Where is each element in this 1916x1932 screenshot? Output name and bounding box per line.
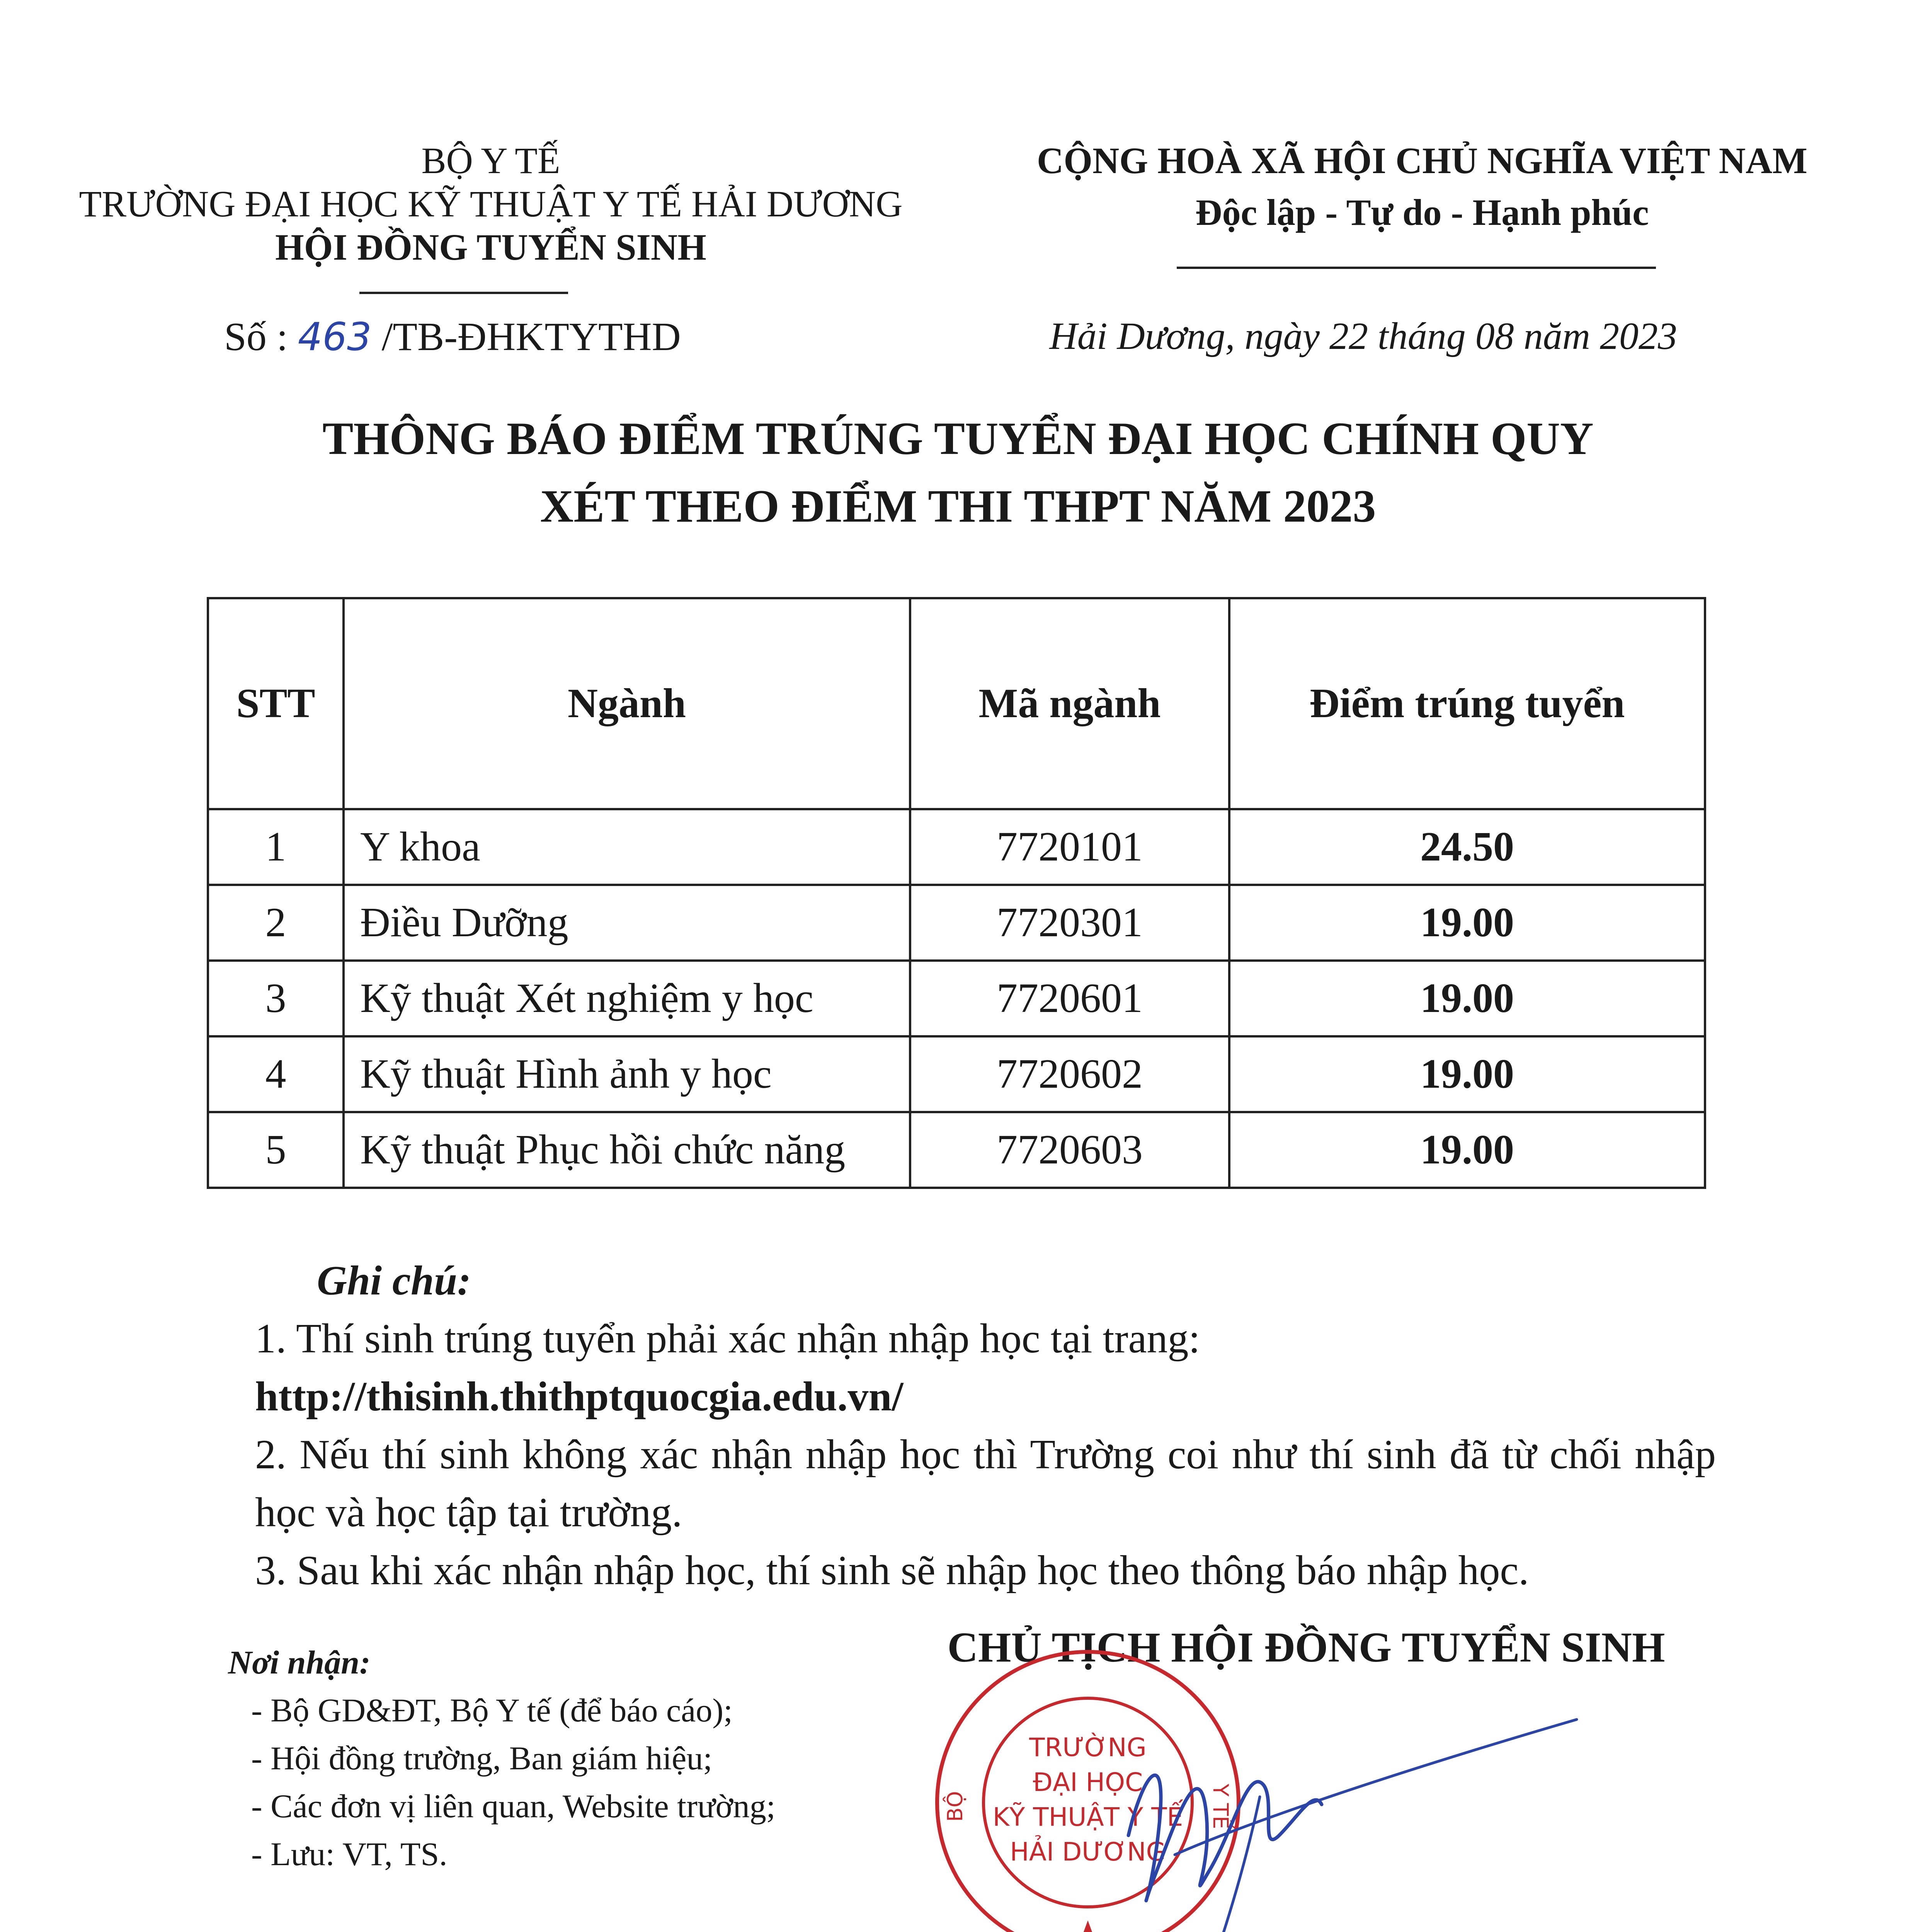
document-number-suffix: /TB-ĐHKTYTHD: [381, 315, 681, 359]
signature-stroke-tail: [1159, 1797, 1260, 1932]
row-stt: 2: [208, 885, 344, 961]
school-name: TRƯỜNG ĐẠI HỌC KỸ THUẬT Y TẾ HẢI DƯƠNG: [79, 183, 903, 224]
ministry-name: BỘ Y TẾ: [421, 140, 560, 181]
council-name: HỘI ĐỒNG TUYỂN SINH: [275, 226, 706, 268]
seal-line-3: KỸ THUẬT Y TẾ: [992, 1802, 1183, 1832]
note-3: 3. Sau khi xác nhận nhập học, thí sinh sẽ nhập học theo thông báo nhập học.: [255, 1548, 1529, 1594]
row-major-code: 7720301: [910, 885, 1229, 961]
row-major: Kỹ thuật Hình ảnh y học: [344, 1036, 910, 1112]
recipient-item: - Lưu: VT, TS.: [251, 1835, 448, 1872]
document-number-prefix: Số :: [224, 315, 288, 359]
table-row: [208, 1036, 1705, 1112]
seal-line-1: TRƯỜNG: [1029, 1733, 1147, 1762]
row-major: Y khoa: [344, 809, 910, 885]
left-header-divider: [359, 292, 568, 294]
recipient-item: - Hội đồng trường, Ban giám hiệu;: [251, 1740, 713, 1777]
row-major-code: 7720602: [910, 1036, 1229, 1112]
row-score: 19.00: [1229, 885, 1705, 961]
notes-section: [255, 1252, 1716, 1600]
signature-stroke-sweep: [1175, 1719, 1577, 1855]
row-score: 24.50: [1229, 809, 1705, 885]
header-major: Ngành: [344, 598, 910, 809]
note-1: 1. Thí sinh trúng tuyển phải xác nhận nhập học tại trang:: [255, 1316, 1200, 1362]
row-stt: 4: [208, 1036, 344, 1112]
table-row: [208, 1112, 1705, 1188]
table-row: [208, 885, 1705, 961]
row-major: Kỹ thuật Xét nghiệm y học: [344, 961, 910, 1036]
header-stt: STT: [208, 598, 344, 809]
header-score: Điểm trúng tuyển: [1229, 598, 1705, 809]
chair-title: CHỦ TỊCH HỘI ĐỒNG TUYỂN SINH: [947, 1624, 1665, 1671]
row-major: Kỹ thuật Phục hồi chức năng: [344, 1112, 910, 1188]
table-header-row: [208, 598, 1705, 809]
national-header: [989, 139, 1855, 234]
note-2: 2. Nếu thí sinh không xác nhận nhập học thì Trường coi như thí sinh đã từ chối nhập học và học tập tại trường.: [255, 1432, 1716, 1536]
document-number-value: 463: [298, 314, 372, 359]
recipient-item: - Các đơn vị liên quan, Website trường;: [251, 1787, 776, 1825]
seal-line-4: HẢI DƯƠNG: [1010, 1837, 1166, 1867]
row-stt: 1: [208, 809, 344, 885]
enrollment-link[interactable]: http://thisinh.thithptquocgia.edu.vn/: [255, 1374, 904, 1420]
place-date: Hải Dương, ngày 22 tháng 08 năm 2023: [1049, 315, 1677, 357]
handwritten-signature: [1121, 1708, 1642, 1932]
recipients-section: [228, 1638, 776, 1878]
table-row: [208, 809, 1705, 885]
recipient-item: - Bộ GD&ĐT, Bộ Y tế (để báo cáo);: [251, 1692, 733, 1729]
row-major: Điều Dưỡng: [344, 885, 910, 961]
country-name: CỘNG HOÀ XÃ HỘI CHỦ NGHĨA VIỆT NAM: [1037, 140, 1807, 181]
row-stt: 5: [208, 1112, 344, 1188]
document-title-line2: XÉT THEO ĐIỂM THI THPT NĂM 2023: [540, 480, 1376, 532]
seal-line-2: ĐẠI HỌC: [1033, 1767, 1143, 1797]
row-stt: 3: [208, 961, 344, 1036]
row-major-code: 7720101: [910, 809, 1229, 885]
row-major-code: 7720601: [910, 961, 1229, 1036]
table-row: [208, 961, 1705, 1036]
notes-title: Ghi chú:: [317, 1258, 471, 1304]
document-number: [224, 314, 681, 360]
right-header-divider: [1177, 267, 1656, 269]
row-score: 19.00: [1229, 1036, 1705, 1112]
seal-star-icon: [1071, 1920, 1104, 1932]
row-major-code: 7720603: [910, 1112, 1229, 1188]
document-title-line1: THÔNG BÁO ĐIỂM TRÚNG TUYỂN ĐẠI HỌC CHÍNH QUY: [322, 413, 1594, 464]
row-score: 19.00: [1229, 961, 1705, 1036]
signature-stroke-main: [1128, 1775, 1322, 1901]
seal-ring-left-text: BỘ: [943, 1791, 967, 1822]
national-motto: Độc lập - Tự do - Hạnh phúc: [1195, 192, 1649, 233]
row-score: 19.00: [1229, 1112, 1705, 1188]
issuing-organization: [54, 139, 927, 269]
admission-scores-table: [207, 597, 1706, 1189]
seal-ring-right-text: Y TẾ: [1208, 1784, 1233, 1829]
header-major-code: Mã ngành: [910, 598, 1229, 809]
recipients-title: Nơi nhận:: [228, 1644, 371, 1681]
